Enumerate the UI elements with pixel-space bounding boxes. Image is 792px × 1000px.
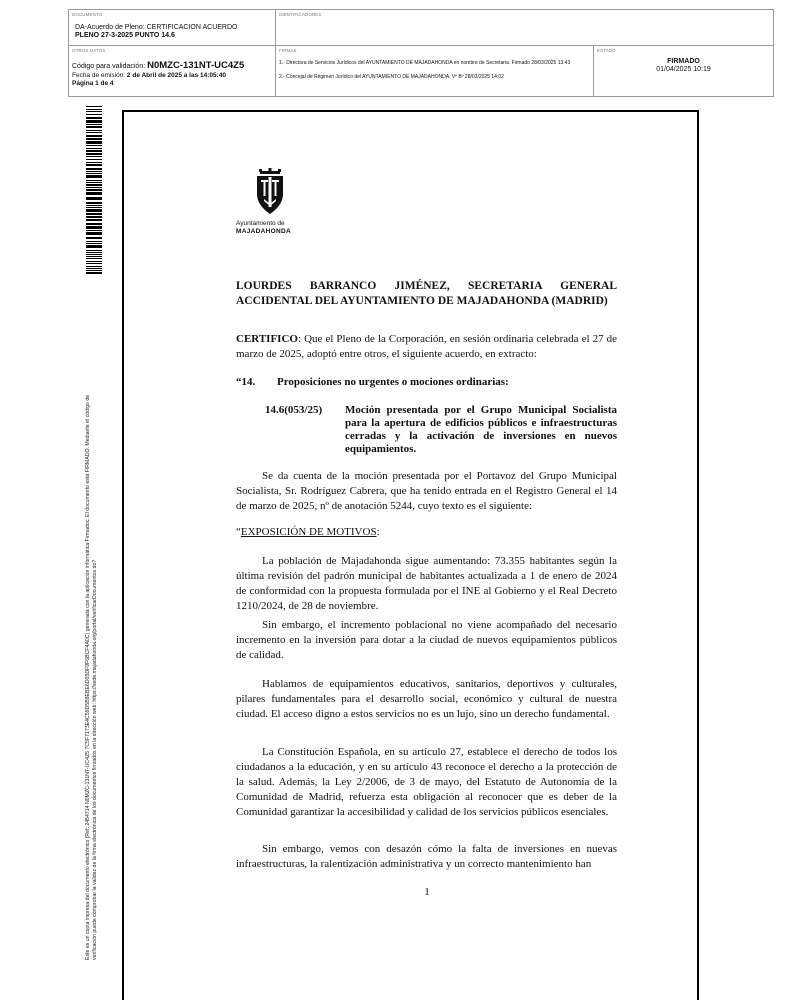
- expos-colon: :: [376, 526, 380, 538]
- paragraph-1: La población de Majadahonda sigue aumentando: 73.355 habitantes según la última revisión del padrón municipal de habitantes actualizada a 1 de enero de 2024 de conformidad con la propuesta formulada por el INE al Gobierno y el Real Decreto 1210/2024, de 28 de noviembre.: [236, 555, 617, 612]
- firma-1: 1.- Directora de Servicios Jurídicos del AYUNTAMIENTO DE MAJADAHONDA en nombre de Secretaria. Firmado 28/03/2025 13:43: [279, 60, 571, 66]
- logo-text: [236, 220, 291, 235]
- logo-line1: Ayuntamiento de: [236, 220, 285, 227]
- documento-label: DOCUMENTO: [72, 12, 103, 17]
- heading-line1: LOURDES BARRANCO JIMÉNEZ, SECRETARIA GENERAL: [236, 280, 617, 292]
- exposicion-heading: [236, 526, 380, 538]
- documento-line2: PLENO 27-3-2025 PUNTO 14.6: [75, 32, 175, 39]
- identificadores-cell: [276, 10, 773, 46]
- heading-line2: ACCIDENTAL DEL AYUNTAMIENTO DE MAJADAHONDA (MADRID): [236, 294, 608, 307]
- expos-title: EXPOSICIÓN DE MOTIVOS: [240, 526, 377, 538]
- identificadores-label: IDENTIFICADORES: [279, 12, 322, 17]
- paragraph-4: La Constitución Española, en su artículo 27, establece el derecho de todos los ciudadanos a la educación, y en su artículo 43 reconoce el derecho a la protección de la salud. Además, la Ley 2/2006, de 3 de mayo, del Estatuto de Autonomía de la Comunidad de Madrid, refuerza esta obligación al reconocer que es deber de la Comunidad garantizar la accesibilidad y calidad de los servicios públicos esenciales.: [236, 746, 617, 818]
- codigo-prefix: Código para validación:: [72, 63, 148, 70]
- documento-line1: DA-Acuerdo de Pleno: CERTIFICACION ACUERDO: [75, 24, 238, 31]
- crest-logo-icon: [235, 168, 305, 220]
- firma-2: 2.- Concejal de Régimen Jurídico del AYUNTAMIENTO DE MAJADAHONDA. Vº Bº 28/03/2025 14:02: [279, 74, 504, 80]
- paragraph-2: Sin embargo, el incremento poblacional no viene acompañado del necesario incremento en la inversión para dotar a la ciudad de nuevos equipamientos públicos de calidad.: [236, 619, 617, 661]
- motion-title: Moción presentada por el Grupo Municipal Socialista para la apertura de edificios públicos e infraestructuras cerradas y la activación de inversiones en nuevos equipamientos.: [345, 404, 617, 455]
- motion-number: 14.6(053/25): [265, 404, 323, 416]
- fecha-prefix: Fecha de emisión:: [72, 72, 127, 79]
- document-heading: [236, 279, 617, 308]
- expos-quote: “: [236, 526, 241, 538]
- certifico-paragraph: [236, 332, 617, 362]
- paragraph-3: Hablamos de equipamientos educativos, sanitarios, deportivos y culturales, pilares fundamentales para el desarrollo social, económico y cultural de nuestra ciudad. El acceso digno a estos servicios no es un lujo, sino un derecho fundamental.: [236, 678, 617, 720]
- point-heading: [236, 376, 509, 388]
- codigo-validacion: [72, 60, 244, 71]
- document-header: [68, 9, 774, 97]
- documento-cell: [69, 10, 276, 46]
- firmas-cell: [276, 46, 594, 96]
- point-number: “14.: [236, 376, 256, 388]
- codigo-value: N0MZC-131NT-UC4Z5: [147, 60, 245, 71]
- paragraph-da-cuenta: Se da cuenta de la moción presentada por el Portavoz del Grupo Municipal Socialista, Sr. Rodríguez Cabrera, que ha tenido entrada en el Registro General el 14 de marzo de 2025, nº de anotación 5244, cuyo texto es el siguiente:: [236, 470, 617, 512]
- estado-label: ESTADO: [597, 48, 616, 53]
- certifico-text: : Que el Pleno de la Corporación, en sesión ordinaria celebrada el 27 de marzo de 2025, adoptó entre otros, el siguiente acuerdo, en extracto:: [236, 333, 617, 360]
- fecha-emision: [72, 72, 226, 79]
- paragraph-5: Sin embargo, vemos con desazón cómo la falta de inversiones en nuevas infraestructuras, la ralentización administrativa y un correcto mantenimiento han: [236, 843, 617, 870]
- pagina-count: Página 1 de 4: [72, 80, 114, 87]
- point-title: Proposiciones no urgentes o mociones ordinarias:: [277, 376, 509, 388]
- fecha-value: 2 de Abril de 2025 a las 14:05:40: [126, 72, 227, 79]
- estado-date: 01/04/2025 10:19: [656, 66, 711, 73]
- certifico-label: CERTIFICO: [236, 333, 298, 345]
- otros-datos-cell: [69, 46, 276, 96]
- otros-datos-label: OTROS DATOS: [72, 48, 106, 53]
- firmas-label: FIRMAS: [279, 48, 297, 53]
- side-note-line2: verificación puede comprobar la validez de la firma electrónica de los documentos firmados en la dirección web: https://sede.majadahonda.org/portal/verificarDocumentos.do?: [92, 559, 98, 960]
- estado-value: FIRMADO: [667, 58, 700, 65]
- verification-side-note: [85, 260, 99, 960]
- page-number: 1: [424, 886, 430, 898]
- barcode-image: [86, 106, 102, 276]
- logo-line2: MAJADAHONDA: [236, 227, 291, 235]
- estado-cell: [594, 46, 773, 96]
- side-note-line1: Este es un copia impresa del documento electrónico (Ref: 2454714 N0MZC-131NT-UC4Z5 7C5F7173E4C59D5B9EBE6D05DF9F6BCF4A0C) generada con la aplicación informática Firmadoc. El documento está FIRMADO. Mediante el código de: [85, 394, 91, 960]
